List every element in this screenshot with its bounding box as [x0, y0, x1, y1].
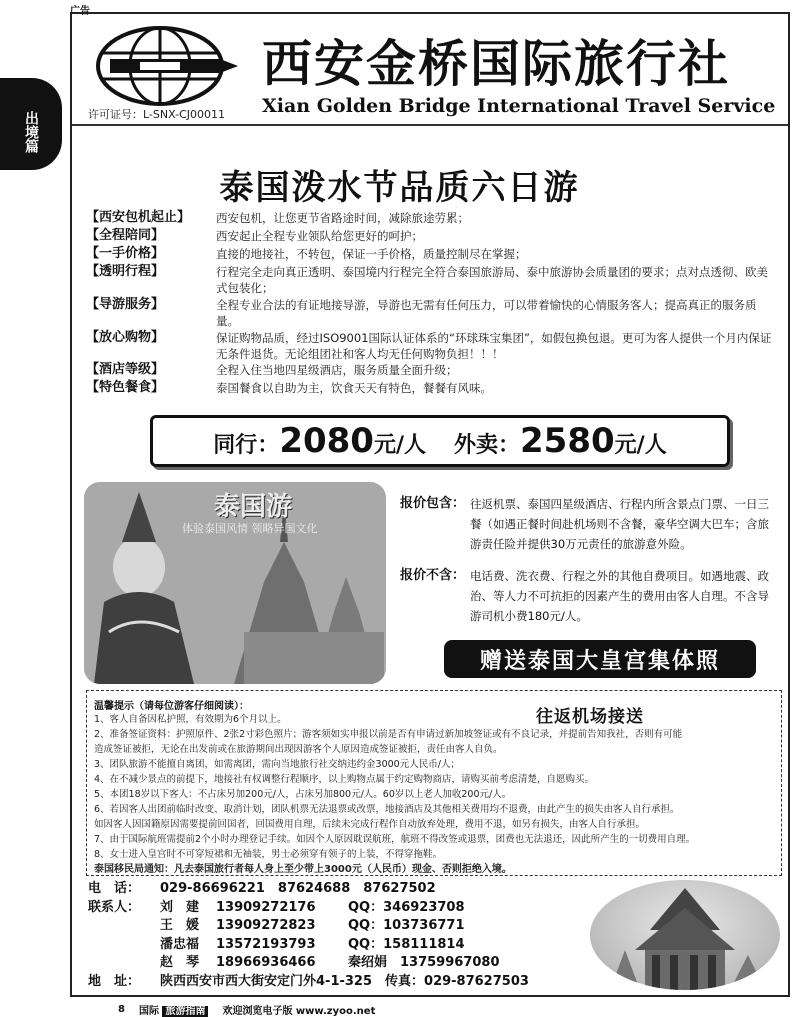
gift-banner: 赠送泰国大皇宫集体照: [444, 640, 756, 678]
feature-row: [86, 228, 776, 244]
feature-text: 西安起止全程专业领队给您更好的呵护；: [216, 229, 423, 243]
feature-label: 【导游服务】: [86, 297, 165, 312]
contact-mobile: 13909272823: [216, 918, 316, 933]
contact-qq: QQ：103736771: [348, 918, 465, 933]
contact-name: 潘忠福: [160, 936, 200, 952]
note-item: 3、团队旅游不能擅自离团，如需离团，需向当地旅行社交纳违约金3000元人民币/人；: [94, 759, 460, 770]
note-item: 5、本团18岁以下客人：不占床另加200元/人，占床另加800元/人。60岁以上老人加收200元/人。: [94, 789, 512, 800]
address-text: 陕西西安市西大街安定门外4-1-325 传真：029-87627503: [160, 973, 529, 989]
feature-label: 【透明行程】: [86, 264, 165, 279]
phone-label: 电 话：: [88, 881, 141, 896]
license-number: 许可证号：L-SNX-CJ00011: [88, 108, 225, 121]
feature-label: 【酒店等级】: [86, 362, 165, 377]
magazine-name: 国际 旅游指南: [139, 1002, 208, 1017]
feature-row: [86, 210, 776, 226]
image-subcaption: 体验泰国风情 领略异国文化: [182, 522, 318, 535]
contact-qq: QQ：346923708: [348, 899, 465, 915]
immigration-notice: 泰国移民局通知：凡去泰国旅行者每人身上至少带上3000元（人民币）现金、否则拒绝入境。: [94, 864, 512, 875]
included-label: 报价包含：: [400, 496, 466, 511]
note-item: 造成签证被拒，无论在出发前或在旅游期间出现因游客个人原因造成签证被拒，责任由客人自负。: [94, 744, 503, 755]
note-item: 2、准备签证资料：护照原件、2张2寸彩色照片；游客须如实申报以前是否有申请过新加坡签证或有不良记录，并提前告知我社，否则有可能: [94, 729, 683, 740]
thailand-photo: [84, 482, 386, 684]
feature-text: 直接的地接社，不转包，保证一手价格，质量控制尽在掌握；: [216, 247, 527, 261]
peer-price: 同行：2080元/人: [213, 421, 426, 461]
feature-text: 西安包机，让您更节省路途时间，减除旅途劳累；: [216, 211, 469, 225]
website-link[interactable]: 欢迎浏览电子版 www.zyoo.net: [222, 1006, 376, 1017]
included-text: 往返机票、泰国四星级酒店、行程内所含景点门票、一日三餐（如遇正餐时间赴机场则不含餐，豪华空调大巴车；含旅游责任险并提供30万元责任的旅游意外险。: [470, 497, 769, 551]
note-item: 如因客人因国籍原因需要提前回国者，回国费用自理，后续未完成行程作自动放弃处理，费用不退，如另有损失，由客人自行承担。: [94, 819, 646, 830]
note-item: 6、若因客人出团前临时改变、取消计划，团队机票无法退票或改票，地接酒店及其他相关费用均不退费，由此产生的损失由客人自行承担。: [94, 804, 680, 815]
feature-label: 【放心购物】: [86, 330, 165, 345]
airport-transfer: 往返机场接送: [536, 707, 644, 727]
section-tab: 出境篇: [0, 78, 62, 170]
contact-qq: QQ：158111814: [348, 936, 465, 952]
globe-logo-icon: [90, 25, 240, 107]
contact-mobile: 13909272176: [216, 899, 316, 915]
company-name-cn: 西安金桥国际旅行社: [262, 34, 730, 93]
feature-row: [86, 297, 776, 329]
feature-row: [86, 330, 776, 362]
excluded-text: 电话费、洗衣费、行程之外的其他自费项目。如遇地震、政治、等人力不可抗拒的因素产生的费用由客人自理。不含导游司机小费180元/人。: [470, 569, 769, 623]
note-item: 8、女士进入皇宫时不可穿短裙和无袖装，男士必须穿有领子的上装，不得穿拖鞋。: [94, 849, 443, 860]
feature-label: 【一手价格】: [86, 246, 165, 261]
feature-row: [86, 246, 776, 262]
note-item: 7、由于国际航班需提前2个小时办理登记手续。如因个人原因耽误航班，航班不得改签或退票，团费也无法退还，因此所产生的一切费用自理。: [94, 834, 696, 845]
feature-label: 【全程陪同】: [86, 228, 165, 243]
price-box: [150, 415, 730, 467]
address-label: 地 址：: [88, 973, 141, 989]
ad-tag: 广告: [70, 6, 90, 17]
feature-text: 泰国餐食以自助为主，饮食天天有特色，餐餐有风味。: [216, 381, 492, 395]
contact-name: 赵 琴: [160, 955, 200, 970]
retail-price: 外卖：2580元/人: [454, 421, 667, 461]
page-number: 8: [118, 1004, 125, 1015]
feature-row: [86, 380, 776, 396]
notes-list: [94, 712, 778, 877]
contact-block: [88, 880, 529, 991]
note-item: 4、在不减少景点的前提下，地接社有权调整行程顺序，以上购物点属于约定购物商店，请购买前考虑清楚，自愿购买。: [94, 774, 595, 785]
people-label: 联系人：: [88, 899, 141, 915]
phone-numbers: 029-86696221 87624688 87627502: [160, 881, 436, 896]
price-excluded: [400, 566, 780, 626]
feature-row: [86, 264, 776, 296]
notes-title: 温馨提示（请每位游客仔细阅读）：: [94, 701, 249, 712]
company-name-en: Xian Golden Bridge International Travel Service: [262, 95, 776, 117]
note-item: 1、客人自备因私护照，有效期为6个月以上。: [94, 714, 287, 725]
feature-row: [86, 362, 776, 378]
image-caption: 泰国游: [214, 492, 293, 522]
feature-text: 全程入住当地四星级酒店，服务质量全面升级；: [216, 363, 458, 377]
feature-label: 【西安包机起止】: [86, 210, 191, 225]
contact-name: 刘 建: [160, 899, 200, 915]
contact-qq: 秦绍娟 13759967080: [348, 955, 500, 970]
price-included: [400, 494, 780, 554]
tour-title: 泰国泼水节品质六日游: [219, 168, 580, 208]
temple-photo: [590, 880, 780, 990]
header-divider: [72, 124, 788, 126]
page-footer: [118, 1002, 375, 1017]
feature-text: 全程专业合法的有证地接导游，导游也无需有任何压力，可以带着愉快的心情服务客人；提高真正的服务质量。: [216, 298, 757, 328]
contact-name: 王 媛: [160, 918, 200, 933]
contact-mobile: 13572193793: [216, 936, 316, 952]
feature-text: 行程完全走向真正透明、泰国境内行程完全符合泰国旅游局、泰中旅游协会质量团的要求；点对点透彻、欧美式包装化；: [216, 265, 768, 295]
contact-mobile: 18966936466: [216, 955, 316, 970]
excluded-label: 报价不含：: [400, 568, 466, 583]
feature-text: 保证购物品质，经过ISO9001国际认证体系的“环球珠宝集团”，如假包换包退。更可为客人提供一个月内保证无条件退货。无论组团社和客人均无任何购物负担！！！: [216, 331, 772, 361]
feature-label: 【特色餐食】: [86, 380, 165, 395]
